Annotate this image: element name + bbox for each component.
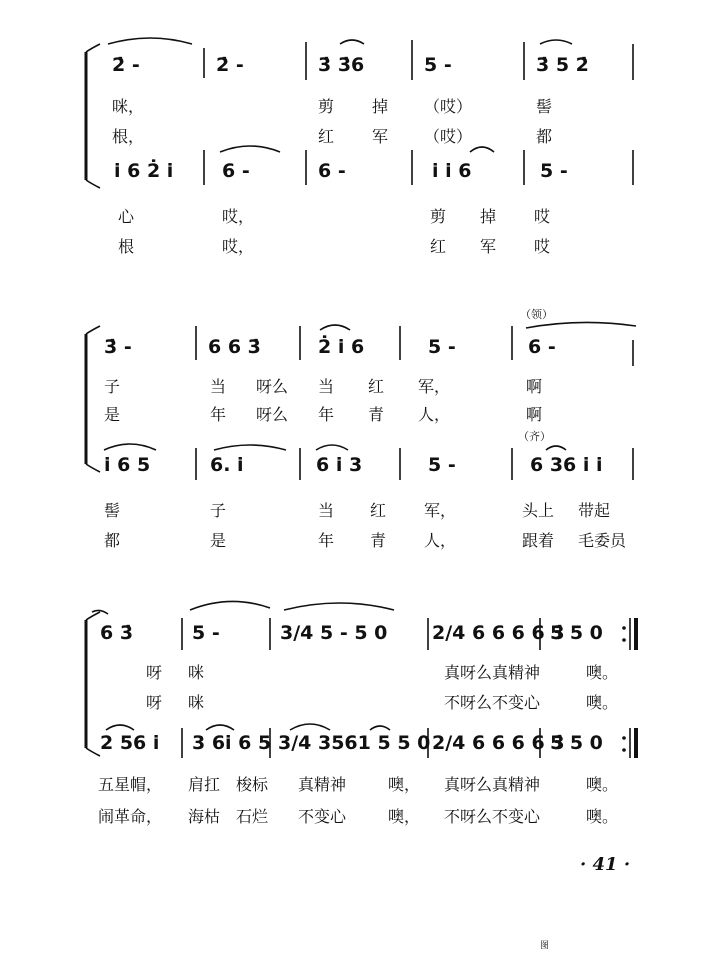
note-group: i i 6 [432, 160, 472, 182]
lyric: 噢。 [586, 693, 619, 712]
lyric: 年 [318, 405, 335, 424]
lyric: 人， [418, 405, 451, 424]
lyric: 掉 [480, 207, 497, 226]
note-group: 2/4 6 6 6 6 3̇ [432, 732, 565, 754]
note-group: 5 5 0 [550, 732, 603, 754]
lyric: 青 [368, 405, 385, 424]
note-group: i 6 5 [104, 454, 151, 476]
lyric: 军， [418, 377, 451, 396]
lyric: 呀 [146, 693, 163, 712]
note-group: 2 56 i [100, 732, 160, 754]
lyric: 五星帽， [98, 775, 163, 794]
lyric: 年 [210, 405, 227, 424]
note-group: 3 6i 6 5 [192, 732, 272, 754]
note-group: 6 - [222, 160, 250, 182]
lyric: 军 [372, 127, 389, 146]
lyric: 带起 [578, 501, 611, 520]
lyric: 髻 [104, 501, 121, 520]
lyric: 子 [104, 377, 121, 396]
lyric: 红 [318, 127, 335, 146]
lyric: 噢， [388, 775, 421, 794]
lyric: 是 [210, 531, 227, 550]
note-group: 6 i 3 [316, 454, 363, 476]
lyric: 红 [370, 501, 387, 520]
lyric: 红 [430, 237, 447, 256]
lyric: 都 [104, 531, 121, 550]
lyric: 海枯 [188, 807, 221, 826]
lyric: 子 [210, 501, 227, 520]
note-group: 5 - [424, 54, 452, 76]
lyric: 髻 [536, 97, 553, 116]
note-group: 6 - [318, 160, 346, 182]
lyric: 不呀么不变心 [444, 807, 541, 826]
lyric: 啊 [526, 405, 543, 424]
note-group: 2/4 6 6 6 6 3̇ [432, 622, 565, 644]
lyric: 噢。 [586, 663, 619, 682]
note-group: 6 6 3̇ [208, 336, 261, 358]
lyric: 梭标 [236, 775, 269, 794]
part-marker-lead: （领） [520, 308, 553, 321]
lyric: 啊 [526, 377, 543, 396]
lyric: 剪 [318, 97, 335, 116]
note-group: 6 3̇ [100, 622, 134, 644]
lyric: 咪 [188, 693, 205, 712]
lyric: 红 [368, 377, 385, 396]
lyric: 咪， [112, 97, 145, 116]
lyric: 呀么 [256, 377, 289, 396]
lyric: 不呀么不变心 [444, 693, 541, 712]
note-group: 2̇ i 6 [318, 336, 365, 358]
part-marker-chorus: （齐） [518, 430, 551, 443]
lyric: 哎 [534, 237, 551, 256]
lyric: 青 [370, 531, 387, 550]
lyric: 呀 [146, 663, 163, 682]
lyric: 根 [118, 237, 135, 256]
note-group: 6 36 i i [530, 454, 603, 476]
lyric: 呀么 [256, 405, 289, 424]
lyric: 人， [424, 531, 457, 550]
lyric: 心 [118, 207, 135, 226]
side-note: 图 [540, 941, 550, 951]
lyric: 噢。 [586, 775, 619, 794]
lyric: 都 [536, 127, 553, 146]
lyric: （哎） [424, 127, 473, 146]
lyric: 肩扛 [188, 775, 221, 794]
note-group: 6. i [210, 454, 244, 476]
note-group: 3̇ 3̇6 [318, 54, 365, 76]
note-group: 5 - [428, 454, 456, 476]
lyric: 剪 [430, 207, 447, 226]
note-group: 5 - [540, 160, 568, 182]
lyric: 当 [318, 501, 335, 520]
lyric: 真呀么真精神 [444, 775, 541, 794]
lyric: 不变心 [298, 807, 347, 826]
lyric: 当 [210, 377, 227, 396]
lyric: 真精神 [298, 775, 347, 794]
note-group: 3̇ - [104, 336, 132, 358]
lyric: 真呀么真精神 [444, 663, 541, 682]
lyric: 跟着 [522, 531, 555, 550]
note-group: 2̇ - [112, 54, 140, 76]
note-group: 3̇ 5 2̇ [536, 54, 589, 76]
note-group: 5 5 0 [550, 622, 603, 644]
lyric: 头上 [522, 501, 555, 520]
note-group: 5 - [192, 622, 220, 644]
lyric: 军 [480, 237, 497, 256]
note-group: 5 - [428, 336, 456, 358]
lyric: （哎） [424, 97, 473, 116]
lyric: 掉 [372, 97, 389, 116]
page-number: · 41 · [580, 854, 631, 875]
lyric: 当 [318, 377, 335, 396]
lyric: 哎 [534, 207, 551, 226]
lyric: 是 [104, 405, 121, 424]
note-group: 3/4 5 - 5 0 [280, 622, 388, 644]
note-group: 3/4 3561 5 5 0 [278, 732, 431, 754]
lyric: 闹革命， [98, 807, 163, 826]
lyric: 噢， [388, 807, 421, 826]
lyric: 咪 [188, 663, 205, 682]
lyric: 年 [318, 531, 335, 550]
note-group: 2̇ - [216, 54, 244, 76]
note-group: 6 - [528, 336, 556, 358]
lyric: 哎， [222, 237, 255, 256]
lyric: 石烂 [236, 807, 269, 826]
lyric: 军， [424, 501, 457, 520]
lyric: 噢。 [586, 807, 619, 826]
lyric: 根， [112, 127, 145, 146]
lyric: 毛委员 [578, 531, 627, 550]
note-group: i 6 2̇ i [114, 160, 174, 182]
lyric: 哎， [222, 207, 255, 226]
